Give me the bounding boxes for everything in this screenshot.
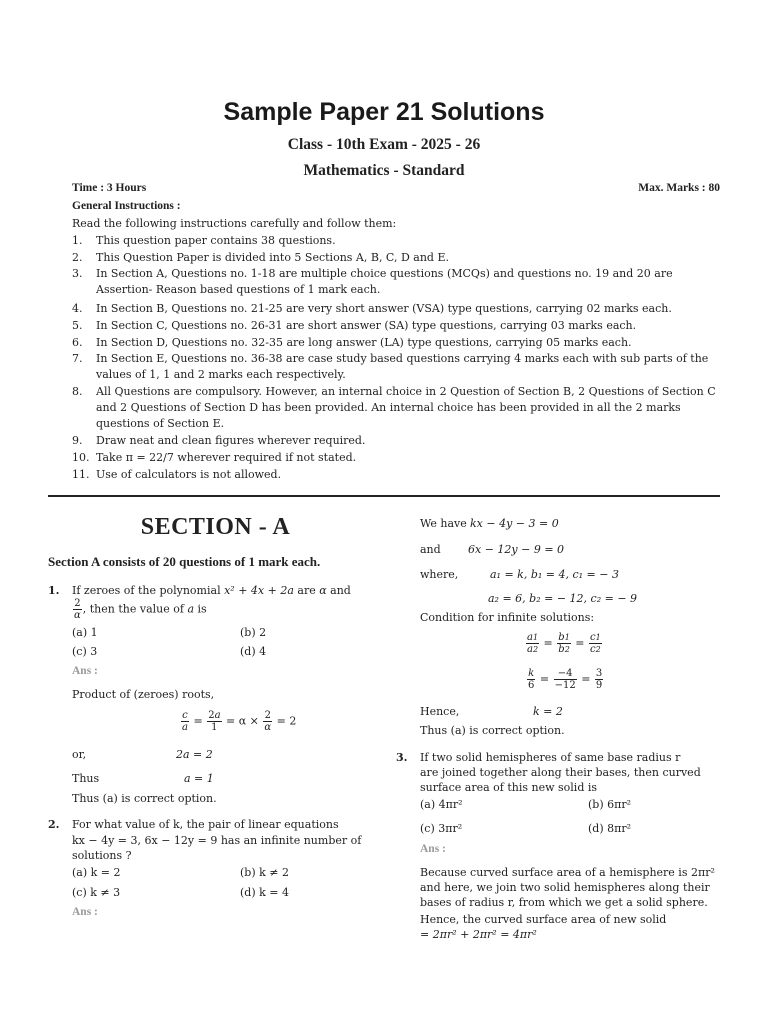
solution-line: Hence, — [420, 705, 460, 718]
solution-equation: a₁ = k, b₁ = 4, c₁ = − 3 — [490, 568, 619, 581]
section-subtitle: Section A consists of 20 questions of 1 mark each. — [48, 554, 321, 569]
option-c: (c) 3 — [72, 645, 98, 658]
solution-line: Product of (zeroes) roots, — [72, 688, 215, 701]
option-d: (d) k = 4 — [240, 886, 289, 899]
option-d: (d) 4 — [240, 645, 267, 658]
question-text: For what value of k, the pair of linear equations — [72, 818, 339, 831]
explanation-line: bases of radius r, from which we get a solid sphere. — [420, 896, 708, 909]
option-d: (d) 8πr² — [588, 822, 632, 835]
answer-label: Ans : — [72, 906, 98, 918]
solution-equation: kx − 4y − 3 = 0 — [470, 517, 559, 530]
solution-line: where, — [420, 568, 459, 581]
option-b: (b) k ≠ 2 — [240, 866, 289, 879]
question-text: If zeroes of the polynomial x² + 4x + 2a are α and — [72, 584, 351, 597]
option-b: (b) 6πr² — [588, 798, 632, 811]
solution-conclusion: Thus (a) is correct option. — [420, 724, 565, 737]
question-text: kx − 4y = 3, 6x − 12y = 9 has an infinite number of — [72, 834, 362, 847]
option-c: (c) k ≠ 3 — [72, 886, 121, 899]
instruction-item: 2. This Question Paper is divided into 5 Sections A, B, C, D and E. — [72, 251, 449, 264]
solution-equation: k = 2 — [533, 705, 563, 718]
answer-label: Ans : — [420, 843, 446, 855]
instruction-item: 9. Draw neat and clean figures wherever required. — [72, 434, 366, 447]
option-a: (a) k = 2 — [72, 866, 121, 879]
instruction-item: 4. In Section B, Questions no. 21-25 are very short answer (VSA) type questions, carrying 02 marks each. — [72, 302, 672, 315]
question-text: are joined together along their bases, then curved — [420, 766, 701, 779]
instruction-item: 6. In Section D, Questions no. 32-35 are long answer (LA) type questions, carrying 05 marks each. — [72, 336, 632, 349]
answer-label: Ans : — [72, 665, 98, 677]
explanation-line: Because curved surface area of a hemisphere is 2πr² — [420, 866, 715, 879]
question-number: 3. — [396, 751, 408, 764]
instruction-item: 1. This question paper contains 38 questions. — [72, 234, 336, 247]
solution-line: or, — [72, 748, 87, 761]
solution-equation: $\frac{c}{a}$ = $\frac{2a}{1}$ = α × $\frac{2}{\alpha}$ = 2 — [182, 710, 297, 733]
option-a: (a) 1 — [72, 626, 98, 639]
instructions-intro: Read the following instructions carefully and follow them: — [72, 217, 397, 230]
section-title: SECTION - A — [140, 514, 291, 540]
substituted-equation: $\frac{k}{6}$ = $\frac{-4}{-12}$ = $\frac{3}{9}$ — [528, 668, 603, 691]
instruction-item: 7. In Section E, Questions no. 36-38 are case study based questions carrying 4 marks each with sub parts of the values of 1, 1 and 2 marks each respectively. — [72, 352, 709, 381]
max-marks-label: Max. Marks : 80 — [638, 182, 720, 194]
option-b: (b) 2 — [240, 626, 267, 639]
instruction-item: 11. Use of calculators is not allowed. — [72, 468, 282, 481]
question-number: 2. — [48, 818, 60, 831]
question-text: If two solid hemispheres of same base radius r — [420, 751, 681, 764]
explanation-line: Hence, the curved surface area of new solid — [420, 913, 667, 926]
question-text: surface area of this new solid is — [420, 781, 598, 794]
question-number: 1. — [48, 584, 60, 597]
solution-equation: a = 1 — [184, 772, 214, 785]
instruction-item: 8. All Questions are compulsory. However, an internal choice in 2 Question of Section B, 2 Questions of Section C and 2 Questions of Section D has been provided. An internal choice has been provided in all the 2 marks questions of Section E. — [72, 385, 716, 430]
general-instructions-heading: General Instructions : — [72, 200, 181, 212]
option-c: (c) 3πr² — [420, 822, 463, 835]
page-title: Sample Paper 21 Solutions — [223, 98, 545, 126]
class-line: Class - 10th Exam - 2025 - 26 — [287, 136, 481, 153]
explanation-line: = 2πr² + 2πr² = 4πr² — [420, 928, 537, 941]
explanation-line: and here, we join two solid hemispheres along their — [420, 881, 710, 894]
time-label: Time : 3 Hours — [72, 182, 147, 194]
solution-line: We have — [420, 517, 467, 530]
question-text: $\frac{2}{\alpha}$ , then the value of a is — [74, 598, 207, 621]
solution-conclusion: Thus (a) is correct option. — [72, 792, 217, 805]
solution-line: and — [420, 543, 441, 556]
instruction-item: 5. In Section C, Questions no. 26-31 are short answer (SA) type questions, carrying 03 marks each. — [72, 319, 637, 332]
solution-equation: a₂ = 6, b₂ = − 12, c₂ = − 9 — [488, 592, 638, 605]
solution-line: Thus — [72, 772, 100, 785]
solution-equation: 6x − 12y − 9 = 0 — [468, 543, 565, 556]
question-text: solutions ? — [72, 849, 132, 862]
solution-equation: 2a = 2 — [176, 748, 213, 761]
subject-line: Mathematics - Standard — [303, 162, 465, 179]
divider — [48, 495, 720, 497]
instruction-item: 3. In Section A, Questions no. 1-18 are multiple choice questions (MCQs) and questions no. 19 and 20 are Assertion- Reason based questions of 1 mark each. — [72, 267, 673, 296]
instruction-item: 10. Take π = 22/7 wherever required if not stated. — [72, 451, 357, 464]
solution-line: Condition for infinite solutions: — [420, 611, 595, 624]
option-a: (a) 4πr² — [420, 798, 463, 811]
condition-equation: $\frac{a1}{a2}$ = $\frac{b1}{b2}$ = $\frac{c1}{c2}$ — [527, 632, 601, 655]
